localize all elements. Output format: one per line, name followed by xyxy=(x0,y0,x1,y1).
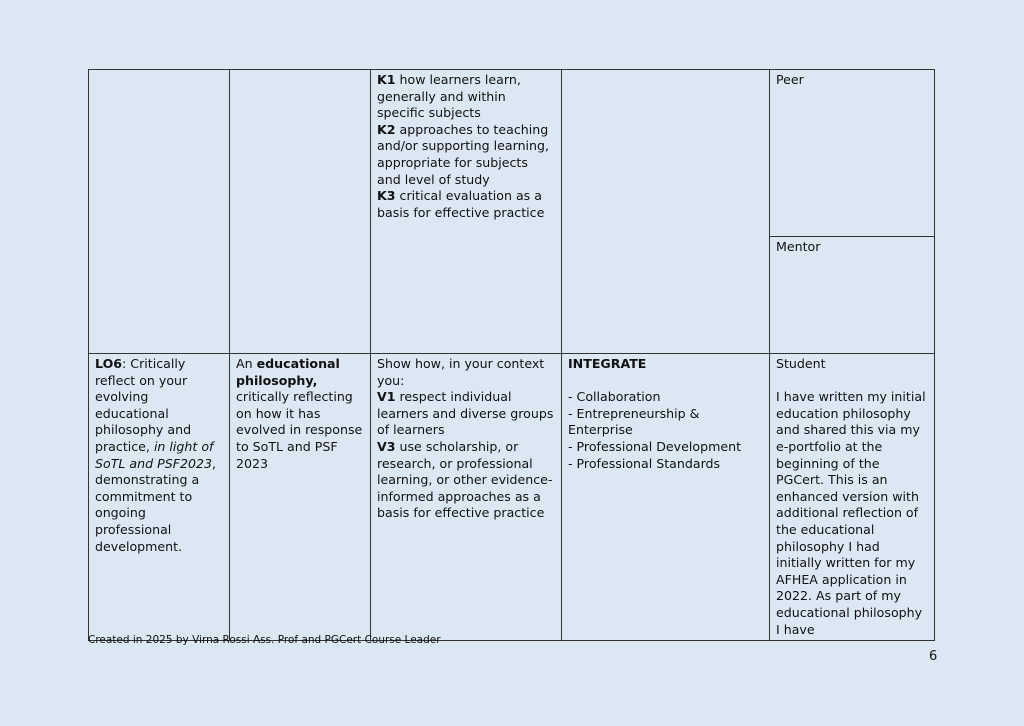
integrate-item: - Collaboration xyxy=(568,389,661,405)
k1-code: K1 xyxy=(377,72,396,87)
peer-cell xyxy=(770,70,935,237)
student-cell xyxy=(770,354,935,641)
learning-outcome-cell xyxy=(89,354,230,641)
integrate-cell xyxy=(562,354,770,641)
evidence-prefix: An xyxy=(236,356,257,371)
k2-text: approaches to teaching and/or supporting learning, appropriate for subjects and level of study xyxy=(377,121,550,187)
peer-label: Peer xyxy=(776,72,804,87)
student-text: I have written my initial education philosophy and shared this via my e-portfolio at the beginning of the PGCert. This is an enhanced version with additional reflection of the educational philosophy I had initially written for my AFHEA application in 2022. As part of my educational philosophy I have xyxy=(776,389,926,637)
evidence-bold: educational philosophy, xyxy=(236,356,340,388)
integrate-heading: INTEGRATE xyxy=(568,356,647,371)
empty-cell xyxy=(89,70,230,354)
footer-credit: Created in 2025 by Virna Rossi Ass. Prof and PGCert Course Leader xyxy=(88,634,441,646)
integrate-item: - Professional Development xyxy=(568,438,742,454)
v1-text: respect individual learners and diverse groups of learners xyxy=(377,389,554,438)
empty-cell xyxy=(230,70,371,354)
integrate-item: - Entrepreneurship & Enterprise xyxy=(568,405,700,438)
table-row xyxy=(89,70,935,237)
lo6-text-b: , demonstrating a commitment to ongoing professional development. xyxy=(95,455,217,554)
v3-code: V3 xyxy=(377,438,396,454)
table-row xyxy=(89,354,935,641)
lo6-text-a: : Critically reflect on your evolving educational philosophy and practice, xyxy=(95,356,192,454)
lo6-code: LO6 xyxy=(95,356,123,371)
k1-text: how learners learn, generally and within specific subjects xyxy=(377,72,521,121)
spacer xyxy=(776,373,928,390)
empty-cell xyxy=(562,70,770,354)
k3-code: K3 xyxy=(377,188,396,204)
k3-text: critical evaluation as a basis for effective practice xyxy=(377,188,545,220)
spacer xyxy=(568,373,763,390)
lo6-italic: in light of SoTL and PSF2023 xyxy=(95,438,214,471)
integrate-item: - Professional Standards xyxy=(568,455,721,471)
mentor-cell xyxy=(770,237,935,354)
k2-code: K2 xyxy=(377,121,396,137)
lesson-outcomes-table xyxy=(88,69,935,641)
values-intro: Show how, in your context you: xyxy=(377,356,545,388)
student-label: Student xyxy=(776,356,826,371)
knowledge-cell xyxy=(371,70,562,354)
v3-text: use scholarship, or research, or professional learning, or other evidence-informed approaches as a basis for effective practice xyxy=(377,438,553,521)
evidence-text: critically reflecting on how it has evolved in response to SoTL and PSF 2023 xyxy=(236,389,363,471)
mentor-label: Mentor xyxy=(776,239,821,254)
evidence-cell xyxy=(230,354,371,641)
values-cell xyxy=(371,354,562,641)
v1-code: V1 xyxy=(377,389,396,405)
page-number: 6 xyxy=(929,649,938,664)
